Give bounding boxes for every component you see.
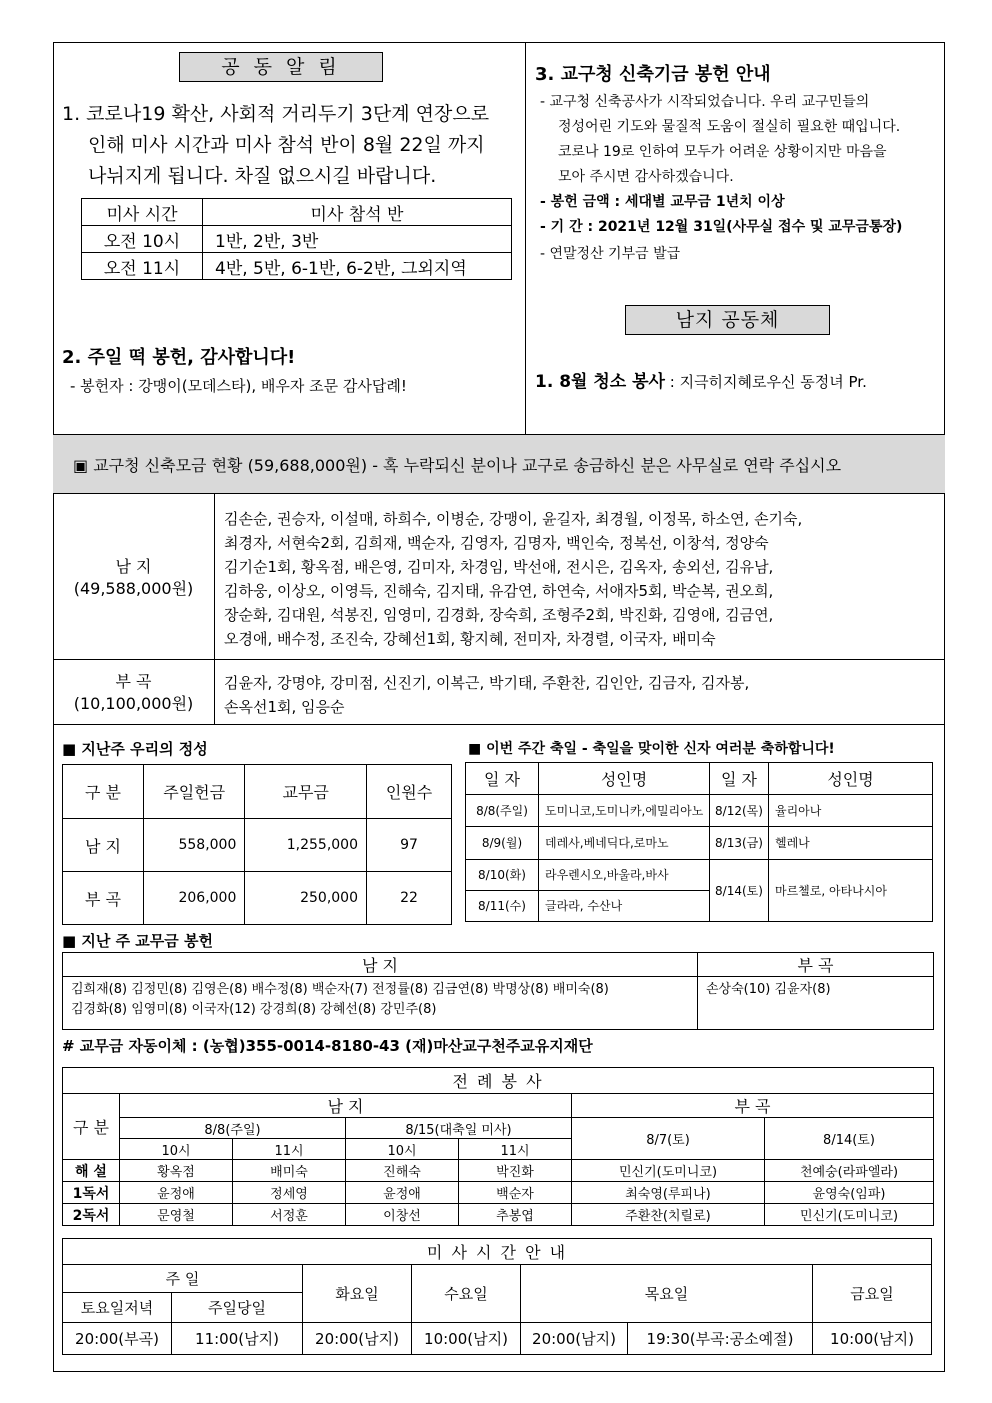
auto-transfer-info: # 교무금 자동이체 : (농협)355-0014-8180-43 (재)마산교구천주교유지재단	[62, 1037, 593, 1055]
table-header: 성인명	[769, 763, 933, 795]
table-cell: 서정훈	[233, 1204, 346, 1226]
mass-schedule-table	[62, 1238, 932, 1355]
table-cell: 율리아나	[769, 795, 933, 827]
offering-table	[62, 764, 452, 925]
table-header: 일 자	[710, 763, 769, 795]
donation-row-divider	[53, 659, 945, 660]
table-header: 11시	[233, 1139, 346, 1160]
dues-title: ■ 지난 주 교무금 봉헌	[62, 932, 213, 950]
donation-divider	[214, 494, 215, 724]
table-header: 8/8(주일)	[120, 1118, 346, 1139]
table-cell: 8/9(월)	[466, 827, 539, 859]
table-cell: 최숙영(루피나)	[572, 1182, 765, 1204]
fund-line: - 교구청 신축공사가 시작되었습니다. 우리 교구민들의	[540, 94, 870, 110]
names-line: 장순화, 김대원, 석봉진, 임영미, 김경화, 장숙희, 조형주2회, 박진화, 김영애, 김금연,	[224, 606, 774, 624]
table-cell: 8/12(목)	[710, 795, 769, 827]
table-header: 주 일	[63, 1265, 303, 1293]
offering-title: ■ 지난주 우리의 정성	[62, 740, 208, 758]
notice-line: 인해 미사 시간과 미사 참석 반이 8월 22일 까지	[88, 134, 485, 156]
table-cell: 558,000	[144, 819, 245, 872]
table-cell: 윤정애	[346, 1182, 459, 1204]
table-header: 10시	[120, 1139, 233, 1160]
table-header: 구 분	[63, 765, 144, 819]
table-row	[63, 1182, 934, 1204]
table-header: 부 곡	[572, 1094, 934, 1118]
notice-line: 나뉘지게 됩니다. 차질 없으시길 바랍니다.	[88, 165, 437, 187]
table-cell: 해 설	[63, 1160, 120, 1182]
table-header: 인원수	[367, 765, 452, 819]
table-cell: 22	[367, 872, 452, 925]
table-row	[466, 859, 933, 890]
liturgy-table	[62, 1067, 934, 1226]
namji-community-title: 남지 공동체	[625, 305, 830, 335]
table-cell: 배미숙	[233, 1160, 346, 1182]
names-line: 김기순1회, 황옥점, 배은영, 김미자, 차경임, 박선애, 전시은, 김옥자, 송외선, 김유남,	[224, 558, 774, 576]
table-header: 수요일	[412, 1265, 521, 1323]
donation-bugok-names	[224, 671, 749, 719]
table-cell: 20:00(남지)	[521, 1323, 628, 1355]
amount: (10,100,000원)	[73, 694, 194, 713]
fund-line: 정성어린 기도와 물질적 도움이 절실히 필요한 때입니다.	[558, 119, 901, 135]
label: 남 지	[115, 557, 152, 576]
table-cell: 8/10(화)	[466, 859, 539, 890]
table-row	[63, 819, 452, 872]
notice-line: 1. 코로나19 확산, 사회적 거리두기 3단계 연장으로	[62, 103, 490, 125]
table-cell: 부 곡	[63, 872, 144, 925]
table-cell: 8/14(토)	[710, 859, 769, 921]
table-row	[63, 872, 452, 925]
table-cell: 20:00(부곡)	[63, 1323, 172, 1355]
names-line: 김희재(8) 김정민(8) 김영은(8) 배수정(8) 백순자(7) 전정률(8) 김금연(8) 박명상(8) 배미숙(8)	[71, 982, 609, 997]
donation-bottom-line	[53, 724, 945, 725]
fund-title: 3. 교구청 신축기금 봉헌 안내	[535, 64, 771, 85]
table-cell: 윤정애	[120, 1182, 233, 1204]
table-header: 미사 시간	[82, 199, 203, 226]
table-header: 금요일	[813, 1265, 932, 1323]
table-cell: 도미니코,도미니카,에밀리아노	[539, 795, 710, 827]
table-row	[82, 253, 512, 280]
table-cell: 이창선	[346, 1204, 459, 1226]
table-cell: 글라라, 수산나	[539, 890, 710, 921]
notice-item2-text: - 봉헌자 : 강맹이(모데스타), 배우자 조문 감사답례!	[70, 377, 407, 395]
mass-class-table	[81, 198, 512, 280]
table-cell: 206,000	[144, 872, 245, 925]
table-cell: 4반, 5반, 6-1반, 6-2반, 그외지역	[203, 253, 512, 280]
table-header: 주일헌금	[144, 765, 245, 819]
table-cell: 250,000	[245, 872, 367, 925]
table-header: 부 곡	[698, 953, 934, 977]
dues-bugok-names: 손상숙(10) 김윤자(8)	[698, 977, 934, 1030]
table-cell: 19:30(부곡:공소예절)	[628, 1323, 813, 1355]
table-header: 미사 참석 반	[203, 199, 512, 226]
table-header: 주일당일	[172, 1293, 303, 1323]
names-line: 손옥선1회, 임응순	[224, 698, 345, 716]
table-cell: 천예숭(라파엘라)	[765, 1160, 934, 1182]
table-header: 성인명	[539, 763, 710, 795]
fund-period: - 기 간 : 2021년 12월 31일(사무실 접수 및 교무금통장)	[540, 219, 903, 235]
table-cell: 진해숙	[346, 1160, 459, 1182]
feast-table	[465, 762, 933, 922]
table-header: 구 분	[63, 1094, 120, 1160]
notice-item1	[62, 99, 489, 192]
donation-bugok-label	[53, 671, 214, 715]
table-cell: 민신기(도미니코)	[765, 1204, 934, 1226]
table-header: 화요일	[303, 1265, 412, 1323]
namji-item1-text: : 지극히지혜로우신 동정녀 Pr.	[664, 373, 867, 391]
amount: (49,588,000원)	[73, 579, 194, 598]
names-line: 김윤자, 강명야, 강미점, 신진기, 이복근, 박기태, 주환찬, 김인안, 김금자, 김자봉,	[224, 674, 750, 692]
table-header: 남 지	[120, 1094, 572, 1118]
table-row	[466, 827, 933, 859]
table-header: 8/15(대축일 미사)	[346, 1118, 572, 1139]
table-cell: 황옥점	[120, 1160, 233, 1182]
table-row	[63, 1323, 932, 1355]
table-row	[63, 1160, 934, 1182]
table-cell: 문영철	[120, 1204, 233, 1226]
table-cell: 주환찬(치릴로)	[572, 1204, 765, 1226]
dues-table	[62, 952, 934, 1030]
table-cell: 오전 11시	[82, 253, 203, 280]
mass-title: 미 사 시 간 안 내	[63, 1239, 932, 1265]
fund-receipt: - 연말정산 기부금 발급	[540, 246, 681, 262]
table-header: 교무금	[245, 765, 367, 819]
names-line: 최경자, 서현숙2회, 김희재, 백순자, 김영자, 김명자, 백인숙, 정복선, 이창석, 정양숙	[224, 534, 769, 552]
table-cell: 8/8(주일)	[466, 795, 539, 827]
column-divider	[525, 42, 526, 434]
table-row	[63, 1204, 934, 1226]
donation-header: ▣ 교구청 신축모금 현황 (59,688,000원) - 혹 누락되신 분이나 교구로 송금하신 분은 사무실로 연락 주십시오	[73, 456, 842, 475]
table-cell: 10:00(남지)	[813, 1323, 932, 1355]
table-row	[63, 977, 934, 1030]
table-row	[466, 795, 933, 827]
table-header: 11시	[459, 1139, 572, 1160]
table-cell: 8/11(수)	[466, 890, 539, 921]
table-cell: 윤영숙(임파)	[765, 1182, 934, 1204]
table-header: 남 지	[63, 953, 698, 977]
table-header: 목요일	[521, 1265, 813, 1323]
table-cell: 민신기(도미니코)	[572, 1160, 765, 1182]
table-cell: 오전 10시	[82, 226, 203, 253]
table-cell: 2독서	[63, 1204, 120, 1226]
donation-namji-names	[224, 507, 802, 651]
names-line: 김손순, 권승자, 이설매, 하희수, 이병순, 강맹이, 윤길자, 최경월, 이정목, 하소연, 손기숙,	[224, 510, 803, 528]
names-line: 김하웅, 이상오, 이영득, 진해숙, 김지태, 유감연, 하연숙, 서애자5회, 박순복, 권오희,	[224, 582, 774, 600]
fund-line: 코로나 19로 인하여 모두가 어려운 상황이지만 마음을	[558, 144, 887, 160]
table-cell: 20:00(남지)	[303, 1323, 412, 1355]
table-cell: 남 지	[63, 819, 144, 872]
table-cell: 라우렌시오,바울라,바사	[539, 859, 710, 890]
names-line: 오경애, 배수정, 조진숙, 강혜선1회, 황지혜, 전미자, 차경렬, 이국자, 배미숙	[224, 630, 716, 648]
table-cell: 추봉엽	[459, 1204, 572, 1226]
table-cell: 박진화	[459, 1160, 572, 1182]
table-cell: 1독서	[63, 1182, 120, 1204]
table-header: 일 자	[466, 763, 539, 795]
table-cell: 1,255,000	[245, 819, 367, 872]
fund-amount: - 봉헌 금액 : 세대별 교무금 1년치 이상	[540, 194, 785, 210]
dues-namji-names	[63, 977, 698, 1030]
notice-title: 공 동 알 림	[179, 52, 383, 82]
donation-namji-label	[53, 556, 214, 600]
feast-title: ■ 이번 주간 축일 - 축일을 맞이한 신자 여러분 축하합니다!	[468, 741, 835, 757]
table-cell: 97	[367, 819, 452, 872]
table-row	[82, 226, 512, 253]
label: 부 곡	[115, 672, 152, 691]
table-header: 8/14(토)	[765, 1118, 934, 1160]
table-cell: 10:00(남지)	[412, 1323, 521, 1355]
table-cell: 데레사,베네딕다,로마노	[539, 827, 710, 859]
fund-description	[540, 90, 900, 190]
namji-item1-label: 1. 8월 청소 봉사	[535, 372, 665, 392]
table-cell: 11:00(남지)	[172, 1323, 303, 1355]
liturgy-title: 전 례 봉 사	[63, 1068, 934, 1094]
fund-line: 모아 주시면 감사하겠습니다.	[558, 169, 734, 185]
table-cell: 마르첼로, 아타나시아	[769, 859, 933, 921]
notice-item2-title: 2. 주일 떡 봉헌, 감사합니다!	[62, 347, 296, 368]
donation-header-bar	[53, 434, 945, 494]
table-header: 토요일저녁	[63, 1293, 172, 1323]
table-cell: 헬레나	[769, 827, 933, 859]
namji-item1	[535, 367, 867, 392]
names-line: 김경화(8) 임영미(8) 이국자(12) 강경희(8) 강혜선(8) 강민주(8)	[71, 1002, 437, 1017]
table-cell: 백순자	[459, 1182, 572, 1204]
table-header: 8/7(토)	[572, 1118, 765, 1160]
table-cell: 8/13(금)	[710, 827, 769, 859]
table-cell: 정세영	[233, 1182, 346, 1204]
table-cell: 1반, 2반, 3반	[203, 226, 512, 253]
table-header: 10시	[346, 1139, 459, 1160]
